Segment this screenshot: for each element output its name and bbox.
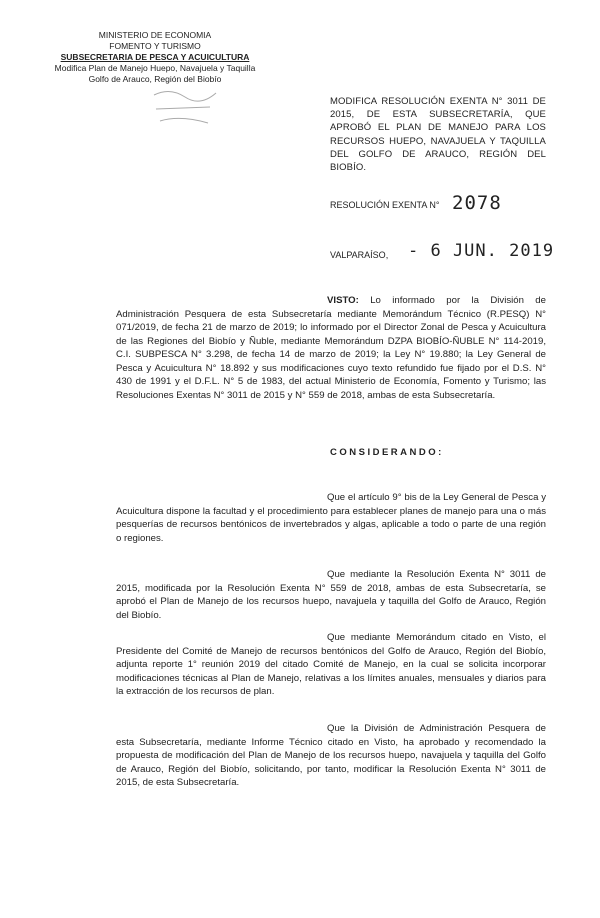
subtitle-line-2: Golfo de Arauco, Región del Biobío	[88, 74, 222, 84]
resolution-subject: MODIFICA RESOLUCIÓN EXENTA N° 3011 DE 2015, DE ESTA SUBSECRETARÍA, QUE APROBÓ EL PLAN DE MANEJO PARA LOS RECURSOS HUEPO, NAVAJUELA Y TAQUILLA DEL GOLFO DE ARAUCO, REGIÓN DEL BIOBÍO.	[330, 96, 546, 174]
ministry-line: MINISTERIO DE ECONOMIA	[98, 30, 212, 40]
ministry-line-2: FOMENTO Y TURISMO	[109, 41, 201, 51]
considerando-paragraph-1: Que el artículo 9° bis de la Ley General de Pesca y Acuicultura dispone la facultad y el procedimiento para establecer planes de manejo para una o más pesquerías de recursos bentónicos de invertebrados y algas, aplicable a todo o parte de una región o regiones.	[116, 492, 546, 544]
resolution-number: 2078	[452, 192, 502, 214]
subtitle-line-1: Modifica Plan de Manejo Huepo, Navajuela y Taquilla	[54, 63, 256, 73]
visto-text: Lo informado por la División de Administración Pesquera de esta Subsecretaría mediante Memorándum Técnico (R.PESQ) N° 071/2019, de fecha 21 de marzo de 2019; lo informado por el Director Zonal de Pesca y Acuicultura de las Regiones del Biobío y Ñuble, mediante Memorándum DZPA BIOBÍO-ÑUBLE N° 114-2019, C.I. SUBPESCA N° 3.298, de fecha 14 de marzo de 2019; la Ley N° 19.880; la Ley General de Pesca y Acuicultura N° 18.892 y sus modificaciones cuyo texto refundido fue fijado por el D.S. N° 430 de 1991 y el D.F.L. N° 5 de 1983, del actual Ministerio de Economía, Fomento y Turismo; las Resoluciones Exentas N° 3011 de 2015 y N° 559 de 2018, ambas de esta Subsecretaría.	[116, 295, 546, 401]
considerando-paragraph-3: Que mediante Memorándum citado en Visto, el Presidente del Comité de Manejo de recursos bentónicos del Golfo de Arauco, Región del Biobío, adjunta reporte 1° reunión 2019 del citado Comité de Manejo, en la cual se solicita incorporar modificaciones técnicas al Plan de Manejo, relativas a los límites anuales, mensuales y diarios para la extracción de los recursos de plan.	[116, 632, 546, 697]
resolution-label: RESOLUCIÓN EXENTA N°	[330, 200, 440, 210]
visto-label: VISTO:	[327, 295, 359, 306]
place: VALPARAÍSO,	[330, 250, 389, 260]
considerando-paragraph-2: Que mediante la Resolución Exenta N° 3011 de 2015, modificada por la Resolución Exenta N° 559 de 2018, ambas de esta Subsecretaría, se aprobó el Plan de Manejo de los recursos huepo, navajuela y taquilla del Golfo de Arauco, Región del Biobío.	[116, 569, 546, 621]
considerando-paragraph-4: Que la División de Administración Pesquera de esta Subsecretaría, mediante Informe Técnico citado en Visto, ha aprobado y recomendado la propuesta de modificación del Plan de Manejo de los recursos huepo, navajuela y taquilla del Golfo de Arauco, Región del Biobío, solicitando, por tanto, modificar la Resolución Exenta N° 3011 de 2015, de esta Subsecretaría.	[116, 723, 546, 788]
considerando-label: CONSIDERANDO:	[330, 447, 444, 458]
visto-section	[116, 294, 546, 402]
letterhead	[30, 30, 280, 85]
date-stamp: - 6 JUN. 2019	[408, 241, 555, 261]
office-name: SUBSECRETARIA DE PESCA Y ACUICULTURA	[60, 52, 250, 62]
stamp-mark	[150, 85, 220, 130]
